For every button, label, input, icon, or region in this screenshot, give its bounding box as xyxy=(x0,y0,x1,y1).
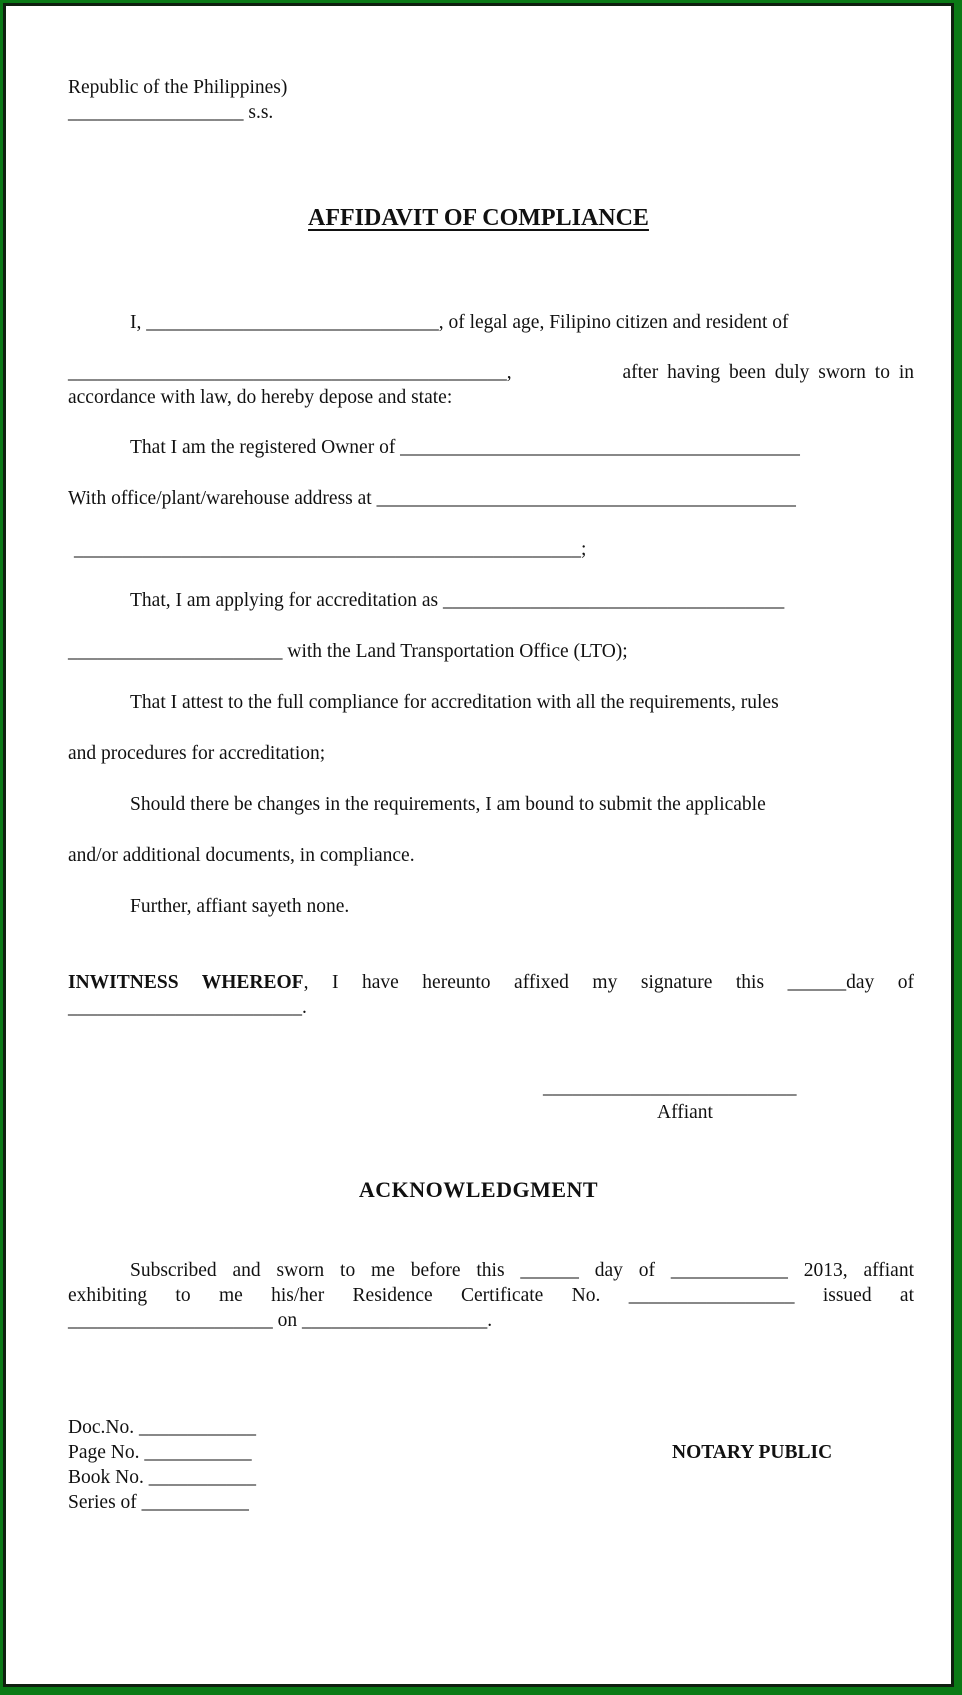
ack-line3: _____________________ on ___________________. xyxy=(68,1310,493,1331)
witness-line1 xyxy=(68,971,914,995)
p2-line3: ____________________________________________________; xyxy=(74,539,587,560)
ss-label: s.s. xyxy=(248,102,274,123)
witness-bold: INWITNESS WHEREOF xyxy=(68,972,304,993)
page-no[interactable]: Page No. ___________ xyxy=(68,1442,252,1463)
p5-line1: Should there be changes in the requirements, I am bound to submit the applicable xyxy=(130,794,766,815)
p5-line2: and/or additional documents, in compliance. xyxy=(68,845,415,866)
p1-line1: I, ______________________________, of legal age, Filipino citizen and resident of xyxy=(130,312,789,333)
affiant-label: Affiant xyxy=(657,1102,713,1123)
republic-line: Republic of the Philippines) xyxy=(68,77,288,98)
p4-line1: That I attest to the full compliance for accreditation with all the requirements, rules xyxy=(130,692,779,713)
ss-line xyxy=(68,101,273,125)
p1-residence-blank[interactable]: _____________________________________________, xyxy=(68,362,512,383)
document-page xyxy=(6,6,951,1684)
p4-line2: and procedures for accreditation; xyxy=(68,743,326,764)
notary-public-label: NOTARY PUBLIC xyxy=(672,1442,833,1463)
document-title: AFFIDAVIT OF COMPLIANCE xyxy=(308,205,649,231)
book-no[interactable]: Book No. ___________ xyxy=(68,1467,256,1488)
witness-line2[interactable]: ________________________. xyxy=(68,997,307,1018)
ack-line1: Subscribed and sworn to me before this ______ day of ____________ 2013, affiant xyxy=(130,1260,914,1281)
p3-line1: That, I am applying for accreditation as ___________________________________ xyxy=(130,590,785,611)
series-of[interactable]: Series of ___________ xyxy=(68,1492,249,1513)
p1-line2 xyxy=(68,361,914,385)
p2-line2: With office/plant/warehouse address at ___________________________________________ xyxy=(68,488,796,509)
doc-no[interactable]: Doc.No. ____________ xyxy=(68,1417,256,1438)
ss-blank[interactable]: __________________ xyxy=(68,102,244,123)
ack-line2: exhibiting to me his/her Residence Certificate No. _________________ issued at xyxy=(68,1285,914,1306)
p2-line1: That I am the registered Owner of _________________________________________ xyxy=(130,437,800,458)
affiant-signature-line[interactable]: __________________________ xyxy=(543,1077,797,1098)
acknowledgment-title: ACKNOWLEDGMENT xyxy=(358,1177,599,1202)
p1-line3: accordance with law, do hereby depose and state: xyxy=(68,387,453,408)
witness-text: , I have hereunto affixed my signature this ______day of xyxy=(303,972,914,993)
p6-line: Further, affiant sayeth none. xyxy=(130,896,350,917)
page-border xyxy=(3,3,954,1687)
p1-line2-text: after having been duly sworn to in xyxy=(622,362,914,383)
p3-line2: ______________________ with the Land Transportation Office (LTO); xyxy=(68,641,628,662)
